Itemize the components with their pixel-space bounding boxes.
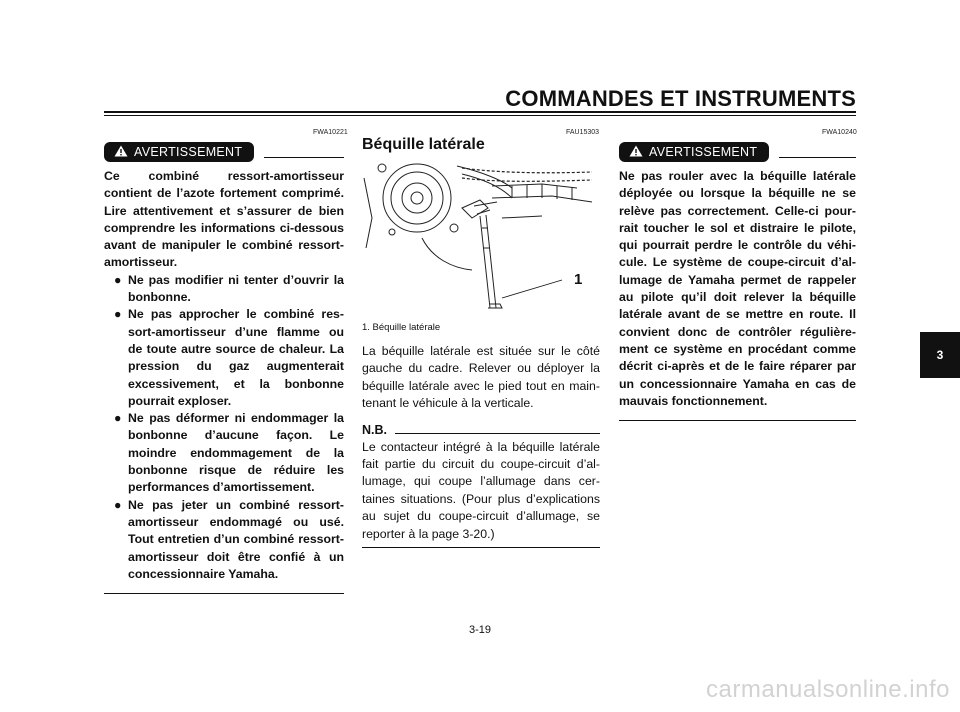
chapter-tab: 3 bbox=[920, 332, 960, 378]
warning-code-left: FWA10221 bbox=[313, 129, 348, 136]
right-column bbox=[619, 142, 856, 421]
bullet-text: Ne pas jeter un combiné ressort-amortisseur endommagé ou usé. Tout entretien d’un combiné ressort-amortisseur doit être confié à un concessionnaire Yamaha. bbox=[128, 497, 344, 581]
watermark: carmanualsonline.info bbox=[706, 676, 950, 703]
sidestand-illustration bbox=[362, 158, 600, 318]
header-rule bbox=[104, 111, 856, 113]
section-code: FAU15303 bbox=[566, 129, 600, 136]
warning-text-right: Ne pas rouler avec la béquille latérale déployée ou lorsque la béquille ne se relève pas correctement. Celle-ci pourrait toucher le sol et distraire le pilote, qui pourrait perdre le contrôle du véhicule. Le système de coupe-circuit d’allumage de Yamaha permet de rappeler au pilote qu’il doit relever la béquille latérale avant de se mettre en route. Il convient donc de contrôler régulièrement ce système en procédant comme décrit ci-après et de le faire réparer par un concessionnaire Yamaha en cas de mauvais fonctionnement. bbox=[619, 169, 856, 408]
page-title: COMMANDES ET INSTRUMENTS bbox=[505, 86, 856, 111]
figure-caption: 1. Béquille latérale bbox=[362, 322, 441, 333]
list-item bbox=[104, 306, 344, 410]
bullet-icon: ● bbox=[114, 272, 122, 287]
warning-end-rule bbox=[619, 420, 856, 421]
warning-end-rule bbox=[104, 593, 344, 594]
warning-triangle-icon bbox=[114, 145, 128, 160]
list-item bbox=[104, 497, 344, 583]
note-header-rule bbox=[395, 433, 600, 434]
note-header bbox=[362, 423, 600, 437]
bullet-text: Ne pas modifier ni tenter d’ouvrir la bonbonne. bbox=[128, 272, 344, 305]
warning-triangle-icon bbox=[629, 145, 643, 160]
note-text: Le contacteur intégré à la béquille latérale fait partie du circuit du coupe-circuit d’allumage, qui coupe l’allumage dans certaines situations. (Pour plus d’explications au sujet du coupe-circuit d’allumage, se reporter à la page 3-20.) bbox=[362, 439, 600, 541]
warning-code-right: FWA10240 bbox=[822, 129, 857, 136]
section-paragraph: La béquille latérale est située sur le côté gauche du cadre. Relever ou déployer la béquille latérale avec le pied tout en maintenant le véhicule à la verticale. bbox=[362, 344, 600, 411]
warning-header-right bbox=[619, 142, 856, 162]
bullet-icon: ● bbox=[114, 307, 122, 322]
warning-header-rule bbox=[264, 157, 344, 158]
left-column bbox=[104, 142, 344, 594]
bullet-icon: ● bbox=[114, 411, 122, 426]
header-rule-thin bbox=[104, 115, 856, 116]
note-end-rule bbox=[362, 547, 600, 548]
section-title: Béquille latérale bbox=[362, 136, 485, 153]
bullet-text: Ne pas approcher le combiné ressort-amortisseur d’une flamme ou de toute autre source de chaleur. La pression du gaz augmenterait excessivement, et la bonbonne pourrait exploser. bbox=[128, 307, 344, 408]
warning-badge-left bbox=[104, 142, 254, 162]
warning-header-rule bbox=[779, 157, 856, 158]
warning-header-left bbox=[104, 142, 344, 162]
list-item bbox=[104, 272, 344, 307]
warning-bullet-list bbox=[104, 272, 344, 583]
warning-badge-label: AVERTISSEMENT bbox=[649, 145, 758, 159]
figure-callout-number: 1 bbox=[574, 271, 583, 288]
middle-column bbox=[362, 136, 600, 548]
bullet-text: Ne pas déformer ni endommager la bonbonne d’aucune façon. Le moindre endommagement de la bonbonne risque de réduire les performances d’amortissement. bbox=[128, 411, 344, 495]
bullet-icon: ● bbox=[114, 497, 122, 512]
page-number: 3-19 bbox=[468, 624, 492, 636]
warning-badge-label: AVERTISSEMENT bbox=[134, 145, 243, 159]
list-item bbox=[104, 410, 344, 496]
sidestand-figure bbox=[362, 158, 600, 318]
warning-badge-right bbox=[619, 142, 769, 162]
warning-intro: Ce combiné ressort-amortisseur contient de l’azote fortement comprimé. Lire attentivement et s’assurer de bien comprendre les informations ci-dessous avant de manipuler le combiné ressort-amortisseur. bbox=[104, 169, 344, 270]
note-label: N.B. bbox=[362, 422, 387, 437]
